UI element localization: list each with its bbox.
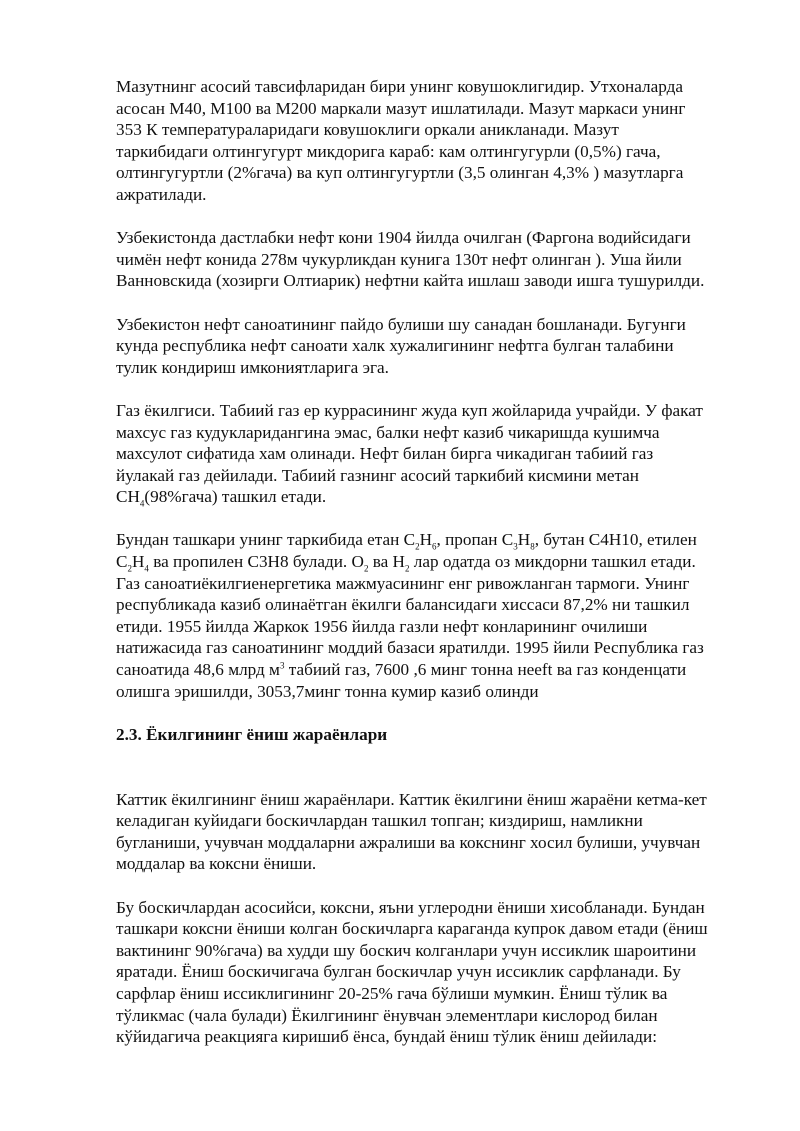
- text-line: етиди. 1955 йилда Жаркок 1956 йилда газли нефт конларининг очилиши: [116, 616, 648, 636]
- text-line: йулакай газ дейилади. Табиий газнинг асосий таркибий кисмини метан: [116, 465, 640, 485]
- text-line: вактининг 90%гача) ва худди шу боскич колганлари учун иссиклик шароитини: [116, 940, 697, 960]
- text-span: ва H: [368, 552, 405, 572]
- text-line: кунда республика нефт саноати халк хужалигининг нефтга булган талабини: [116, 336, 674, 356]
- text-line: Узбекистон нефт саноатининг пайдо булиши шу санадан бошланади. Бугунги: [116, 314, 686, 334]
- paragraph-oil-industry: [116, 314, 742, 379]
- text-line: республикада казиб олинаётган ёкилги балансидаги хиссаси 87,2% ни ташкил: [116, 595, 690, 615]
- formula-text: CH: [116, 487, 140, 507]
- text-line: [116, 529, 742, 551]
- text-line: Газ саноатиёкилгиенергетика мажмуасининг енг ривожланган тармоги. Унинг: [116, 573, 690, 593]
- formula-subscript: 4: [144, 563, 149, 574]
- paragraph-coke-combustion: [116, 897, 742, 1048]
- paragraph-gap: [116, 508, 742, 530]
- paragraph-mazut: [116, 76, 742, 206]
- text-line: таркибидаги олтингугурт микдорига караб: кам олтингугурли (0,5%) гача,: [116, 141, 661, 161]
- text-line: Бу боскичлардан асосийси, коксни, яъни углеродни ёниши хисобланади. Бундан: [116, 897, 705, 917]
- text-span: ва пропилен C3H8 булади. O: [148, 552, 364, 572]
- formula-subscript: 3: [513, 541, 518, 552]
- text-line: [116, 551, 742, 573]
- formula-subscript: 2: [127, 563, 132, 574]
- text-span: H: [131, 552, 145, 572]
- unit-superscript: 3: [279, 660, 285, 671]
- text-line: моддалар ва коксни ёниши.: [116, 854, 317, 874]
- paragraph-gas-fuel: [116, 400, 742, 508]
- paragraph-gap: [116, 702, 742, 724]
- text-line: бугланиши, учувчан моддаларни ажралиши ва кокснинг хосил булиши, учувчан: [116, 832, 701, 852]
- paragraph-gap: [116, 292, 742, 314]
- text-line: сарфлар ёниш иссиклигининг 20-25% гача бўлиши мумкин. Ёниш тўлик ва: [116, 983, 668, 1003]
- paragraph-gas-composition: [116, 529, 742, 702]
- text-line: Газ ёкилгиси. Табиий газ ер куррасининг жуда куп жойларида учрайди. У факат: [116, 400, 703, 420]
- paragraph-solid-fuel-combustion: [116, 789, 742, 875]
- text-line: 353 К температураларидаги ковушоклиги оркали аникланади. Мазут: [116, 120, 619, 140]
- heading-gap: [116, 745, 742, 788]
- text-line: тулик кондириш имкониятларига эга.: [116, 357, 389, 377]
- text-span: C: [116, 552, 128, 572]
- text-line: натижасида газ саноатининг моддий базаси яратилди. 1995 йили Республика газ: [116, 638, 704, 658]
- document-body: [116, 76, 742, 1048]
- text-line: [116, 659, 742, 681]
- text-line: кўйидагича реакцияга киришиб ёнса, бундай ёниш тўлик ёниш дейилади:: [116, 1027, 658, 1047]
- text-line: Ванновскида (хозирги Олтиарик) нефтни кайта ишлаш заводи ишга тушурилди.: [116, 271, 705, 291]
- text-span: , бутан C4H10, етилен: [534, 530, 697, 550]
- text-line: тўликмас (чала булади) Ёкилгининг ёнувчан элементлари кислород билан: [116, 1005, 658, 1025]
- paragraph-gap: [116, 378, 742, 400]
- text-span: (98%гача) ташкил етади.: [144, 487, 327, 507]
- formula-subscript: 4: [139, 498, 145, 509]
- paragraph-first-oil-field: [116, 227, 742, 292]
- text-line: [116, 486, 742, 508]
- formula-subscript: 6: [432, 541, 437, 552]
- text-line: чимён нефт конида 278м чукурликдан кунига 130т нефт олинган ). Уша йили: [116, 249, 682, 269]
- formula-subscript: 2: [363, 563, 369, 574]
- text-span: , пропан C: [436, 530, 514, 550]
- text-line: Мазутнинг асосий тавсифларидан бири унинг ковушоклигидир. Утхоналарда: [116, 77, 683, 96]
- text-span: саноатида 48,6 млрд м: [116, 660, 280, 680]
- formula-subscript: 2: [415, 541, 420, 552]
- text-span: лар одатда оз микдорни ташкил етади.: [409, 552, 696, 572]
- text-line: яратади. Ёниш боскичигача булган боскичлар учун иссиклик сарфланади. Бу: [116, 962, 681, 982]
- text-line: ташкари коксни ёниши колган боскичларга караганда купрок давом етади (ёниш: [116, 919, 708, 939]
- text-line: махсулот сифатида хам олинади. Нефт билан бирга чикадиган табиий газ: [116, 444, 654, 464]
- text-line: олтингугуртли (2%гача) ва куп олтингугуртли (3,5 олинган 4,3% ) мазутларга: [116, 163, 684, 183]
- text-span: H: [419, 530, 432, 550]
- paragraph-gap: [116, 875, 742, 897]
- text-line: келадиган куйидаги боскичлардан ташкил топган; киздириш, намликни: [116, 811, 643, 831]
- text-line: махсус газ кудукларидангина эмас, балки нефт казиб чикаришда кушимча: [116, 422, 660, 442]
- formula-subscript: 8: [530, 541, 535, 552]
- section-heading: 2.3. Ёкилгининг ёниш жараёнлари: [116, 724, 388, 744]
- text-span: Бундан ташкари унинг таркибида етан C: [116, 530, 416, 550]
- text-span: H: [517, 530, 531, 550]
- text-line: Узбекистонда дастлабки нефт кони 1904 йилда очилган (Фаргона водийсидаги: [116, 228, 691, 248]
- text-line: олишга эришилди, 3053,7минг тонна кумир казиб олинди: [116, 681, 539, 701]
- text-span: табиий газ, 7600 ,6 минг тонна нееft ва газ конденцати: [284, 660, 687, 680]
- paragraph-gap: [116, 206, 742, 228]
- text-line: ажратилади.: [116, 184, 207, 204]
- formula-subscript: 2: [404, 563, 410, 574]
- text-line: Каттик ёкилгининг ёниш жараёнлари. Каттик ёкилгини ёниш жараёни кетма-кет: [116, 789, 707, 809]
- text-line: асосан М40, М100 ва М200 маркали мазут ишлатилади. Мазут маркаси унинг: [116, 98, 686, 118]
